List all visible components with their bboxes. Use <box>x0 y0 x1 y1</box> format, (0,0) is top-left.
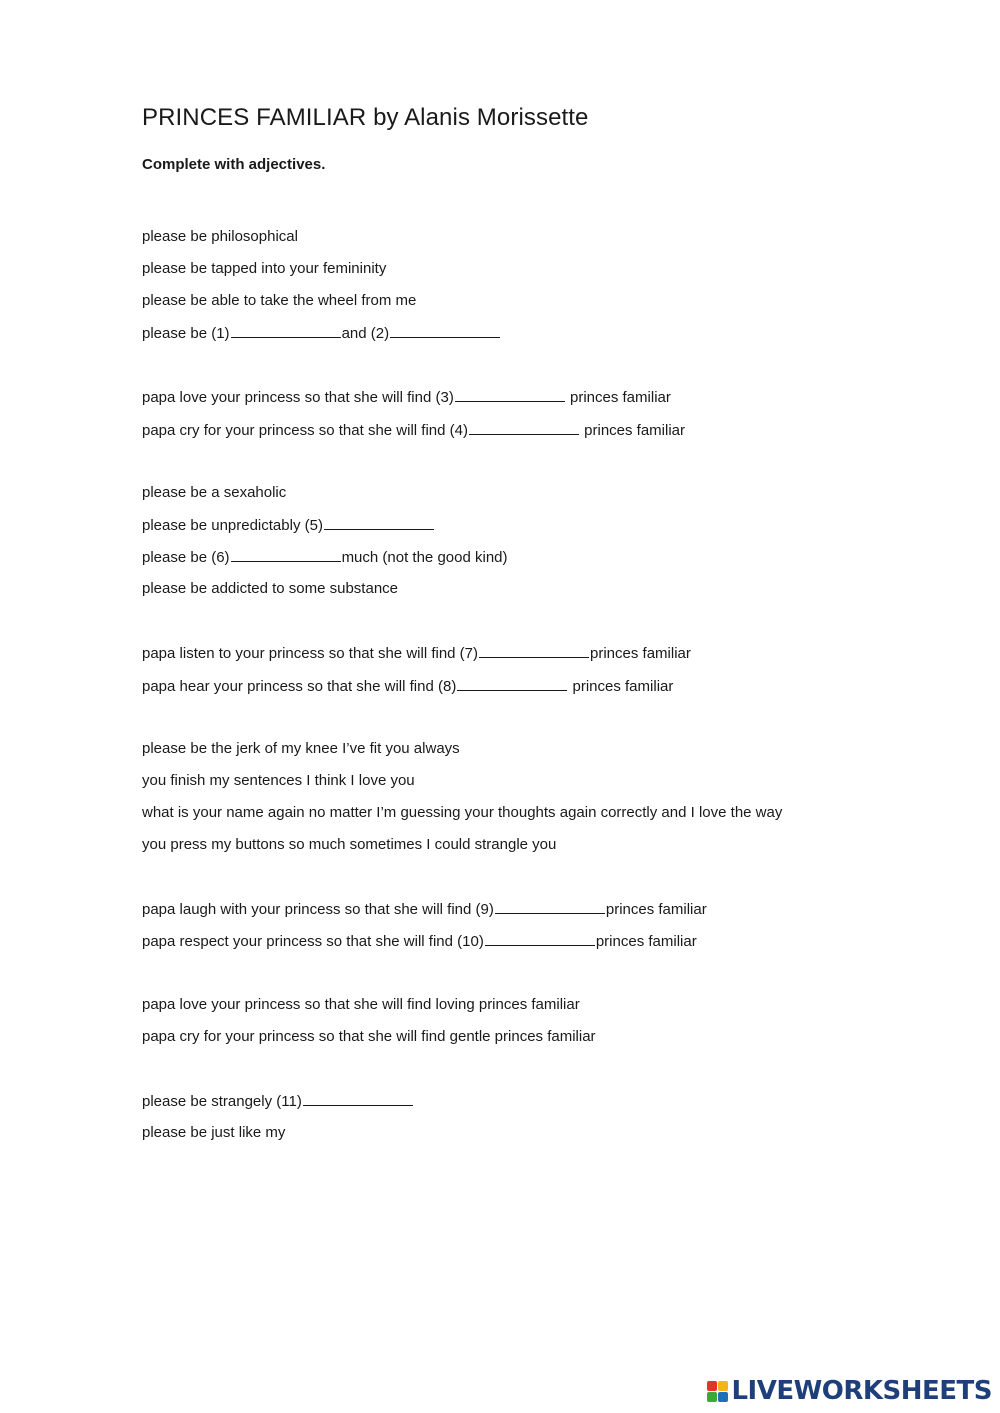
lyric-line: papa cry for your princess so that she will find gentle princes familiar <box>142 1028 596 1045</box>
lyric-line: papa laugh with your princess so that she will find (9) princes familiar <box>142 901 707 918</box>
lyric-line: papa cry for your princess so that she will find (4) princes familiar <box>142 422 686 439</box>
answer-blank-5[interactable] <box>324 515 434 530</box>
lyric-line: what is your name again no matter I’m guessing your thoughts again correctly and I love the way <box>142 804 783 821</box>
lyric-line: papa love your princess so that she will find (3) princes familiar <box>142 389 671 406</box>
instructions: Complete with adjectives. <box>142 156 326 173</box>
lyric-line: please be (6) much (not the good kind) <box>142 549 508 566</box>
lyric-line: please be philosophical <box>142 228 298 245</box>
answer-blank-6[interactable] <box>231 547 341 562</box>
lyric-line: you press my buttons so much sometimes I could strangle you <box>142 836 557 853</box>
answer-blank-11[interactable] <box>303 1091 413 1106</box>
answer-blank-8[interactable] <box>457 676 567 691</box>
lyric-line: please be able to take the wheel from me <box>142 292 417 309</box>
answer-blank-1[interactable] <box>231 323 341 338</box>
answer-blank-9[interactable] <box>495 899 605 914</box>
answer-blank-3[interactable] <box>455 387 565 402</box>
page-title: PRINCES FAMILIAR by Alanis Morissette <box>142 104 589 131</box>
lyric-line: please be strangely (11) <box>142 1091 414 1112</box>
logo-icon <box>707 1381 728 1402</box>
lyric-line: please be just like my <box>142 1124 286 1141</box>
liveworksheets-logo <box>707 1375 992 1407</box>
lyric-line: please be the jerk of my knee I’ve fit you always <box>142 740 460 757</box>
lyric-line: papa hear your princess so that she will find (8) princes familiar <box>142 678 674 695</box>
lyric-line: papa listen to your princess so that she will find (7) princes familiar <box>142 645 691 662</box>
lyric-line: please be a sexaholic <box>142 484 287 501</box>
answer-blank-4[interactable] <box>469 420 579 435</box>
lyric-line: please be tapped into your femininity <box>142 260 387 277</box>
answer-blank-2[interactable] <box>390 323 500 338</box>
lyric-line: papa respect your princess so that she will find (10) princes familiar <box>142 933 697 950</box>
lyric-line: please be addicted to some substance <box>142 580 399 597</box>
answer-blank-10[interactable] <box>485 931 595 946</box>
lyric-line: please be (1) and (2) <box>142 323 501 344</box>
lyric-line: you finish my sentences I think I love you <box>142 772 415 789</box>
lyric-line: please be unpredictably (5) <box>142 515 435 536</box>
lyric-line: papa love your princess so that she will find loving princes familiar <box>142 996 580 1013</box>
answer-blank-7[interactable] <box>479 643 589 658</box>
logo-text: LIVEWORKSHEETS <box>731 1376 992 1406</box>
